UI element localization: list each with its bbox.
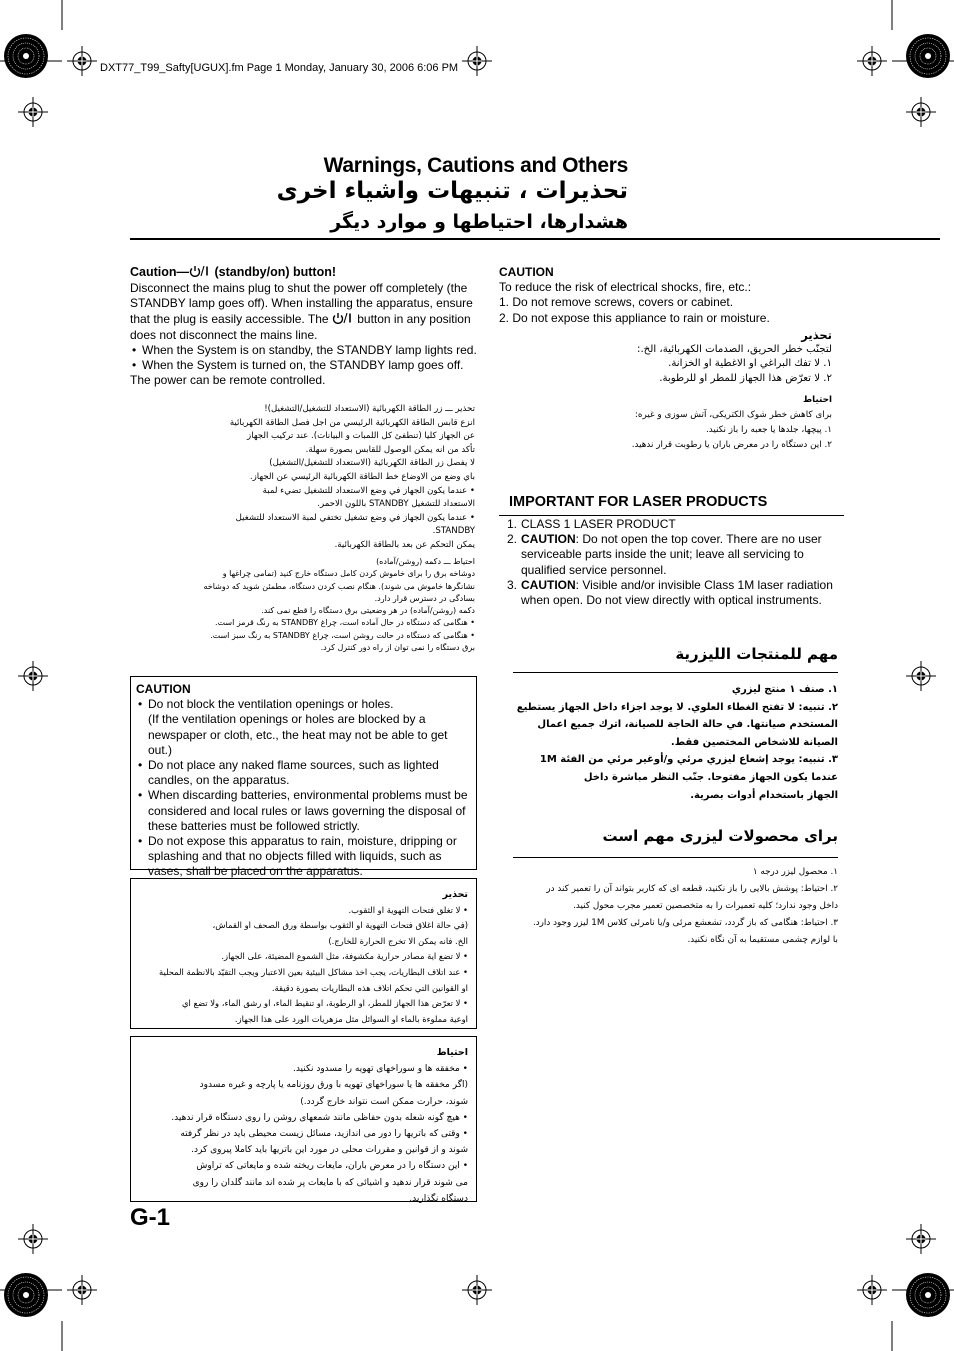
standby-paragraph [130,281,480,343]
page-title: Warnings, Cautions and Others [323,154,628,177]
text-line: شوند و از قوانين و مقررات محلى در مورد اين باتريها بايد كاملا پيروى كرد. [191,1145,468,1156]
text-line: نشانگرها خاموش مى شوند). هنگام نصب كردن دستگاه، مطمئن شويد كه دوشاخه [203,581,475,591]
text-line: براى كاهش خطر شوک الكتريكى، آتش سوزى و غيره: [634,410,832,420]
list-number: 3. [507,577,518,592]
text-line: ٢. احتياط: پوشش بالايى را باز نكنيد، قطعه اى كه كاربر بتواند آن را تعمير كند در [546,884,838,894]
text-line: (في حالة اغلاق فتحات التهوية او الثقوب بواسطة ورق الصحف او القماش، [212,920,468,931]
caution-box [130,676,477,879]
text-line: ١. محصول ليزر درجه ١ [752,867,838,877]
power-icon [332,312,354,328]
list-item [499,578,839,608]
caution-right-persian [590,393,832,453]
page-number: G-1 [130,1204,171,1231]
text-line: ١. پيچها، جلدها يا جعبه را باز نكنيد. [705,425,832,435]
caution-right-heading: CAUTION [499,265,554,279]
standby-persian [200,556,475,654]
text-line: • اين دستگاه را در معرض باران، مايعات ريخته شده و مايعاتى كه تراوش [196,1161,468,1172]
text-line: تحذير ـــ زر الطاقة الكهربائية (الاستعداد للتشغيل/التشغيل)! [264,404,475,414]
standby-heading-suffix: (standby/on) button! [211,265,337,279]
text-line: STANDBY. [432,526,475,537]
text-line: الاستعداد للتشغيل STANDBY باللون الاحمر. [317,499,475,510]
list-item: 2. Do not expose this appliance to rain or moisture. [499,310,770,325]
standby-heading-prefix: Caution— [130,265,190,279]
laser-persian [500,864,838,949]
text-line: مى شوند قرار ندهيد و اشيائى كه با مايعات پر شده اند مانند گلدان را روى [192,1177,468,1188]
caution-right-intro: To reduce the risk of electrical shocks, fire, etc.: [499,280,752,295]
text-line: الجهاز باستخدام أدوات بصرية. [690,789,838,801]
text-line: اوعية مملوءة بالماء او السوائل مثل مزهريات الورد على هذا الجهاز. [234,1013,468,1024]
laser-persian-heading: براى محصولات ليزرى مهم است [602,827,838,845]
list-text: : Visible and/or invisible Class 1M laser radiation when open. Do not view directly with optical instruments. [521,577,833,608]
list-item: • Do not expose this apparatus to rain, moisture, dripping or splashing and that no objects filled with liquids, such as vases, shall be placed on the apparatus. [136,834,472,880]
list-item: • Do not place any naked flame sources, such as lighted candles, on the apparatus. [136,758,472,788]
list-number: 1. [507,517,518,531]
page-title-persian: هشدارها، احتياطها و موارد ديگر [330,211,628,233]
text-line: (اگر مخفقه ها يا سوراخهاى تهويه با ورق روزنامه يا پارچه و غيره مسدود [199,1080,468,1091]
text-line: • هيچ گونه شعله بدون حفاظى مانند شمعهاى روشن را روى دستگاه قرار ندهيد. [171,1112,468,1123]
text-line: • عند اتلاف البطاريات، يجب اخذ مشاكل البيئية بعين الاعتبار ويجب التقيّد بالانظمة المحلية [158,966,468,977]
text-line: ٢. لا تعرّض هذا الجهاز للمطر او للرطوبة. [659,372,832,384]
standby-remote-note: The power can be remote controlled. [130,373,326,388]
list-bold: CAUTION [521,577,576,592]
list-item: • Do not block the ventilation openings or holes. (If the ventilation openings or holes are blocked by a newspaper or cloth, etc., the heat may not be able to get out.) [136,697,472,758]
caution-box-heading: CAUTION [136,682,191,696]
power-icon [189,265,211,281]
text-line: • لا تعرّض هذا الجهاز للمطر، او الرطوبة، او تنقيط الماء، او رشق الماء، ولا تضع اي [182,998,468,1009]
text-line: برق دستگاه را نمى توان از راه دور كنترل كرد. [320,643,475,653]
standby-bullets [130,343,480,373]
standby-heading [130,265,480,281]
caution-right-arabic [560,328,832,386]
text-line: شوند، حرارت ممكن است نتواند خارج گردد.) [300,1096,468,1107]
text-line: • هنگامى كه دستگاه در حال آماده است، چراغ STANDBY به رنگ قرمز است. [214,618,475,628]
laser-arabic [505,681,838,804]
list-text: CLASS 1 LASER PRODUCT [521,517,676,531]
arabic-caution-box [130,878,477,1029]
standby-para-start: Disconnect the mains plug to shut the power off completely (the STANDBY lamp goes off). When installing the apparatus, ensure that the plug is easily accessible. The [130,281,473,326]
text-line: او القوانين التي تحكم اتلاف هذه البطاريات بصورة دقيقة. [271,982,468,993]
arabic-heading: تحذير [801,328,832,342]
text-line: دوشاخه برق را براى خاموش كردن كامل دستگاه خارج كنيد (تمامى چراغها و [222,569,475,579]
text-line: عن الجهاز كليا (تنطفئ كل اللمبات و البيانات). عند تركيب الجهاز [247,431,475,442]
text-line: • مخفقه ها و سوراخهاى تهويه را مسدود نكنيد. [292,1064,468,1075]
list-item: • When discarding batteries, environmental problems must be considered and local rules or laws governing the disposal of these batteries must be followed strictly. [136,788,472,834]
persian-box-heading: احتياط [436,1047,468,1058]
arabic-box-heading: تحذير [442,889,468,900]
text-line: • هنگامى كه دستگاه در حالت روشن است، چراغ STANDBY به رنگ سبز است. [210,630,475,640]
text-line: ١. لا تفك البراغي او الاغطية او الخزانة. [668,358,832,369]
text-line: ١. صنف ١ منتج ليزري [731,684,838,695]
text-line: تأكد من انه يمكن الوصول للقابس بصورة سهلة. [305,444,475,455]
text-line: دكمه (روشن/آماده) در هر وضعيتى برق دستگاه را قطع نمى كند. [261,606,475,616]
persian-heading: احتياط [803,395,832,405]
text-line: بسادگى در دسترس قرار دارد. [374,593,475,603]
laser-list [499,517,839,608]
text-line: • لا تضع اية مصادر حرارية مكشوفة، مثل الشموع المضيئة، على الجهاز. [221,951,468,962]
text-line: الصيانة للاشخاص المختصين فقط. [670,736,838,748]
text-line: لا يفصل زر الطاقة الكهربائية (الاستعداد للتشغيل/التشغيل) [269,458,475,469]
text-line: دستگاه نگذاريد. [409,1193,468,1204]
laser-rule [499,515,844,516]
text-line: لتجنّب خطر الحريق، الصدمات الكهربائية، الخ.: [637,343,832,355]
laser-persian-rule [513,857,838,858]
caution-right [499,265,844,326]
text-line: يمكن التحكم عن بعد بالطاقة الكهربائية. [334,539,475,550]
standby-para-end: button in any position does not disconnect the mains line. [130,311,471,342]
text-line: عندما يكون الجهاز مفتوحا. جنّب النظر مباشرة داخل [583,771,838,783]
title-rule [130,238,940,240]
text-line: انزع قابس الطاقة الكهربائية الرئيسي من اجل فصل الطاقة الكهربائية [229,417,475,428]
list-item: 1. Do not remove screws, covers or cabinet. [499,295,734,310]
laser-arabic-rule [513,672,838,673]
list-number: 2. [507,532,518,547]
text-line: المستخدم صيانتها. في حالة الحاجة للصيانة، اترك جميع اعمال [537,719,838,731]
list-item: • When the System is on standby, the STANDBY lamp lights red. [130,343,480,358]
text-line: • لا تغلق فتحات التهوية او الثقوب. [348,904,468,915]
standby-arabic [200,403,475,553]
text-line: ٣. احتياط: هنگامى كه باز گردد، تشعشع مرئى و/يا نامرئى كلاس 1M ليزر وجود دارد. [532,918,838,928]
text-line: ٢. تنبيه: لا تفتح الغطاء العلوي. لا يوجد اجزاء داخل الجهاز يستطيع [516,701,838,713]
list-item: • When the System is turned on, the STANDBY lamp goes off. [130,358,480,373]
laser-heading: IMPORTANT FOR LASER PRODUCTS [509,494,768,510]
text-line: • وقتى كه باتريها را دور مى اندازيد، مسائل زيست محيطى بايد در نظر گرفته [180,1129,468,1140]
text-line: داخل وجود ندارد؛ كليه تعميرات را به متخصصين تعمير مجرب محول كنيد. [573,901,838,911]
list-item [499,532,839,578]
list-item [499,517,839,532]
list-text: : Do not open the top cover. There are no user serviceable parts inside the unit; leave all servicing to qualified service personnel. [521,532,822,577]
text-line: با لوازم چشمى مستقيما به آن نگاه نكنيد. [687,935,838,945]
standby-section [130,265,480,389]
laser-arabic-heading: مهم للمنتجات الليزرية [675,645,838,663]
caution-box-bullets [136,697,472,879]
text-line: الخ. فانه يمكن الا تخرج الحرارة للخارج.) [328,935,468,946]
file-header: DXT77_T99_Safty[UGUX].fm Page 1 Monday, January 30, 2006 6:06 PM [100,62,459,74]
page-title-arabic: تحذيرات ، تنبيهات واشياء اخرى [276,178,628,204]
text-line: • عندما يكون الجهاز في وضع تشغيل تختفي لمبة الاستعداد للتشغيل [235,512,475,523]
text-line: • عندما يكون الجهاز في وضع الاستعداد للتشغيل تضيء لمبة [262,485,475,496]
text-line: باي وضع من الاوضاع خط الطاقة الكهربائية الرئيسي عن الجهاز. [249,471,475,482]
text-line: ٣. تنبيه: يوجد إشعاع ليزري مرئي و/أوغير مرئي من الفئة 1M [539,754,838,766]
persian-caution-box [130,1036,477,1202]
text-line: ٢. اين دستگاه را در معرض باران يا رطوبت قرار ندهيد. [631,440,832,450]
text-line: احتياط ـــ دكمه (روشن/آماده) [376,557,475,566]
list-bold: CAUTION [521,532,576,547]
